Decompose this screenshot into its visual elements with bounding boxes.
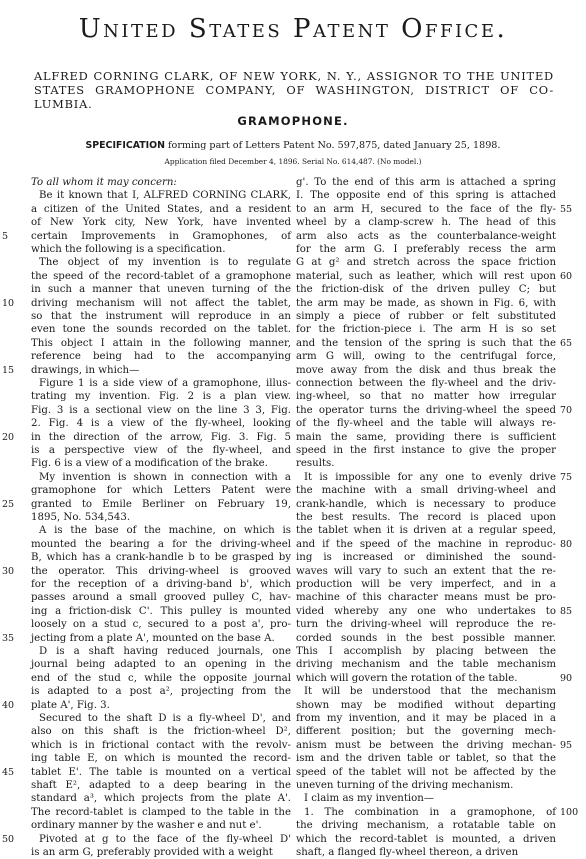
left_column-line: This object I attain in the following manner,	[31, 337, 291, 349]
right_column-line: I claim as my invention—	[304, 793, 435, 805]
specification-line	[0, 140, 586, 151]
left_column-line: plate A', Fig. 3.	[31, 699, 110, 711]
right_column-line: results.	[296, 458, 335, 470]
left-line-number: 45	[2, 766, 15, 778]
assignor-line: ALFRED CORNING CLARK, OF NEW YORK, N. Y., ASSIGNOR TO THE UNITED	[34, 69, 554, 83]
left_column-line: driving mechanism will not affect the tablet,	[31, 297, 291, 309]
right_column-line: which will govern the rotation of the table.	[296, 672, 518, 684]
left_column-line: shaft E², adapted to a deep bearing in the	[31, 780, 291, 791]
right_column-line: speed in the first instance to give the proper	[296, 445, 556, 456]
left-line-number: 20	[2, 431, 15, 443]
left_column-line: standard a³, which projects from the plate A'.	[31, 793, 291, 805]
left-line-number: 15	[2, 364, 15, 376]
left_column-line: journal being adapted to an opening in the	[31, 659, 291, 671]
right_column-line: It is impossible for any one to evenly drive	[304, 471, 556, 483]
right-line-number: 95	[560, 739, 573, 751]
left_column-line: Figure 1 is a side view of a gramophone, illus-	[39, 378, 291, 389]
right_column-line: for the arm G. I preferably recess the arm	[296, 244, 556, 255]
right_column-line: ing is increased or diminished the sound-	[296, 552, 556, 564]
right_column-line: the best results. The record is placed upon	[296, 512, 556, 523]
left_column-line: the speed of the record-tablet of a gramophone	[31, 270, 291, 282]
right_column-line: uneven turning of the driving mechanism.	[296, 780, 514, 791]
right_column-line: arm G will, owing to the centrifugal force,	[296, 351, 556, 363]
right_column-line: vided whereby any one who undertakes to	[296, 605, 556, 617]
left_column-line: The record-tablet is clamped to the table in the	[31, 806, 291, 818]
right_column-line: shaft, a flanged fly-wheel thereon, a driven	[296, 847, 519, 858]
left_column-line: ordinary manner by the washer e and nut e'.	[31, 820, 262, 832]
right_column-line: move away from the disk and thus break the	[296, 364, 556, 376]
right_column-line: wheel by a clamp-screw h. The head of this	[296, 217, 556, 229]
left_column-line: granted to Emile Berliner on February 19,	[31, 498, 291, 510]
left_column-line: ing table E, on which is mounted the record-	[31, 753, 291, 765]
specification-text: forming part of Letters Patent No. 597,875, dated January 25, 1898.	[164, 140, 501, 151]
right_column-line: ing-wheel, so that no matter how irregular	[296, 391, 556, 403]
left-line-number: 50	[2, 833, 15, 845]
left_column-line: passes around a small grooved pulley C, hav-	[31, 592, 291, 604]
right_column-line: the tablet when it is driven at a regular speed,	[296, 525, 556, 537]
right-line-number: 80	[560, 538, 573, 550]
right-line-number: 90	[560, 672, 573, 684]
left_column-line: Secured to the shaft D is a fly-wheel D', and	[39, 713, 291, 724]
right-line-number: 70	[560, 404, 573, 416]
left-line-number: 30	[2, 565, 15, 577]
right_column-line: and if the speed of the machine in reproduc-	[296, 538, 556, 550]
right_column-line: turn the driving-wheel will reproduce the re-	[296, 619, 556, 631]
left_column-line: certain Improvements in Gramophones, of	[31, 230, 291, 242]
left_column-line: A is the base of the machine, on which is	[39, 525, 291, 537]
right_column-line: main the same, providing there is sufficient	[296, 431, 556, 443]
invention-title: GRAMOPHONE.	[237, 114, 349, 128]
right_column-line: the friction-disk of the driven pulley C; but	[296, 284, 556, 296]
left-line-number: 5	[2, 230, 9, 242]
left_column-line: even tone the sounds recorded on the tablet.	[31, 324, 291, 336]
right_column-line: g'. To the end of this arm is attached a spring	[296, 177, 556, 188]
right_column-line: which the record-tablet is mounted, a driven	[296, 833, 556, 845]
left_column-line: tablet E'. The table is mounted on a vertical	[31, 766, 291, 778]
right_column-line: different position; but the governing mech-	[296, 726, 556, 738]
right_column-line: crank-handle, which is necessary to produce	[296, 498, 556, 510]
right_column-line: arm also acts as the counterbalance-weight	[296, 230, 556, 242]
left_column-line: B, which has a crank-handle b to be grasped by	[31, 552, 291, 564]
assignor-block	[34, 69, 554, 111]
left_column-line: reference being had to the accompanying	[31, 351, 291, 363]
left_column-line: which is in frictional contact with the revolv-	[31, 739, 291, 751]
right_column-line: connection between the fly-wheel and the driv-	[296, 378, 556, 389]
right-line-number: 55	[560, 203, 573, 215]
left_column-line: also on this shaft is the friction-wheel D²,	[31, 726, 291, 738]
left_column-line: the operator. This driving-wheel is grooved	[31, 565, 291, 577]
left_column-line: To all whom it may concern:	[31, 177, 177, 188]
right-line-number: 65	[560, 337, 573, 349]
left_column-line: is a perspective view of the fly-wheel, and	[31, 445, 291, 456]
left-line-number: 35	[2, 632, 15, 644]
right_column-line: production will be very imperfect, and in a	[296, 579, 556, 590]
right_column-line: the driving mechanism, a rotatable table on	[296, 820, 556, 832]
left_column-line: My invention is shown in connection with a	[39, 471, 291, 483]
left_column-line: 2. Fig. 4 is a view of the fly-wheel, looking	[31, 418, 291, 430]
right_column-line: the operator turns the driving-wheel the speed	[296, 404, 556, 416]
assignor-line: STATES GRAMOPHONE COMPANY, OF WASHINGTON, DISTRICT OF CO-	[34, 83, 554, 97]
left_column-line: D is a shaft having reduced journals, one	[39, 646, 291, 657]
left_column-line: Pivoted at g to the face of the fly-wheel D'	[39, 833, 291, 845]
right_column-line: It will be understood that the mechanism	[304, 686, 556, 698]
right-line-number: 85	[560, 605, 573, 617]
right_column-line: 1. The combination in a gramophone, of	[304, 806, 556, 818]
left-line-number: 40	[2, 699, 15, 711]
right_column-line: to an arm H, secured to the face of the fly-	[296, 203, 556, 215]
left_column-line: jecting from a plate A', mounted on the base A.	[31, 632, 275, 644]
right_column-line: anism must be between the driving mechan-	[296, 739, 556, 751]
left-line-number: 10	[2, 297, 15, 309]
left_column-line: gramophone for which Letters Patent were	[31, 485, 291, 497]
specification-prefix: SPECIFICATION	[85, 140, 165, 151]
right_column-line: simply a piece of rubber or felt substituted	[296, 311, 556, 322]
left_column-line: is adapted to a post a², projecting from the	[31, 686, 291, 698]
left_column-line: The object of my invention is to regulate	[39, 257, 291, 269]
left_column-line: in such a manner that uneven turning of the	[31, 284, 291, 296]
left_column-line: end of the stud c, while the opposite journal	[31, 672, 291, 684]
right_column-line: I. The opposite end of this spring is attached	[296, 190, 556, 202]
left_column-line: for the reception of a driving-band b', which	[31, 579, 291, 590]
left_column-line: trating my invention. Fig. 2 is a plan view.	[31, 391, 291, 403]
right_column-line: and the tension of the spring is such that the	[296, 337, 556, 349]
right_column-line: machine of this character means must be pro-	[296, 592, 556, 604]
right_column-line: This I accomplish by placing between the	[296, 646, 556, 657]
left_column-line: Be it known that I, ALFRED CORNING CLARK,	[39, 190, 291, 202]
left_column-line: ing a friction-disk C'. This pulley is mounted	[31, 605, 291, 617]
right_column-line: speed of the tablet will not be affected by the	[296, 766, 556, 778]
right_column-line: of the fly-wheel and the table will always re-	[296, 418, 556, 430]
right_column-line: the arm may be made, as shown in Fig. 6, with	[296, 297, 556, 309]
left_column-line: mounted the bearing a for the driving-wheel	[31, 538, 291, 550]
right-line-number: 100	[560, 806, 579, 818]
left-line-number: 25	[2, 498, 15, 510]
left_column-line: in the direction of the arrow, Fig. 3. Fig. 5	[31, 431, 291, 443]
right_column-line: driving mechanism and the table mechanism	[296, 659, 556, 671]
office-header-title: United States Patent Office.	[78, 14, 508, 44]
left_column-line: drawings, in which—	[31, 364, 140, 376]
left_column-line: is an arm G, preferably provided with a weight	[31, 847, 273, 858]
right_column-line: ism and the driven table or tablet, so that the	[296, 753, 556, 765]
right_column-line: the machine with a small driving-wheel and	[296, 485, 556, 497]
left_column-line: loosely on a stud c, secured to a post a', pro-	[31, 619, 291, 631]
left_column-line: a citizen of the United States, and a resident	[31, 203, 291, 215]
left_column-line: 1895, No. 534,543.	[31, 512, 131, 523]
left_column-line: Fig. 6 is a view of a modification of the brake.	[31, 458, 268, 470]
right_column-line: for the friction-piece i. The arm H is so set	[296, 324, 556, 336]
right_column-line: corded sounds in the best possible manner.	[296, 632, 556, 644]
left_column-line: which the following is a specification.	[31, 244, 226, 255]
right-line-number: 60	[560, 270, 573, 282]
application-line: Application filed December 4, 1896. Serial No. 614,487. (No model.)	[164, 157, 422, 166]
right_column-line: material, such as leather, which will rest upon	[296, 270, 556, 282]
right-line-number: 75	[560, 471, 573, 483]
right_column-line: G at g² and stretch across the space friction	[296, 257, 556, 269]
left_column-line: so that the instrument will reproduce in an	[31, 311, 291, 322]
right_column-line: waves will vary to such an extent that the re-	[296, 565, 556, 577]
right_column-line: from my invention, and it may be placed in a	[296, 713, 556, 724]
left_column-line: of New York city, New York, have invented	[31, 217, 291, 229]
left_column-line: Fig. 3 is a sectional view on the line 3 3, Fig.	[31, 404, 291, 416]
right_column-line: shown may be modified without departing	[296, 699, 556, 711]
assignor-line: LUMBIA.	[34, 97, 93, 111]
